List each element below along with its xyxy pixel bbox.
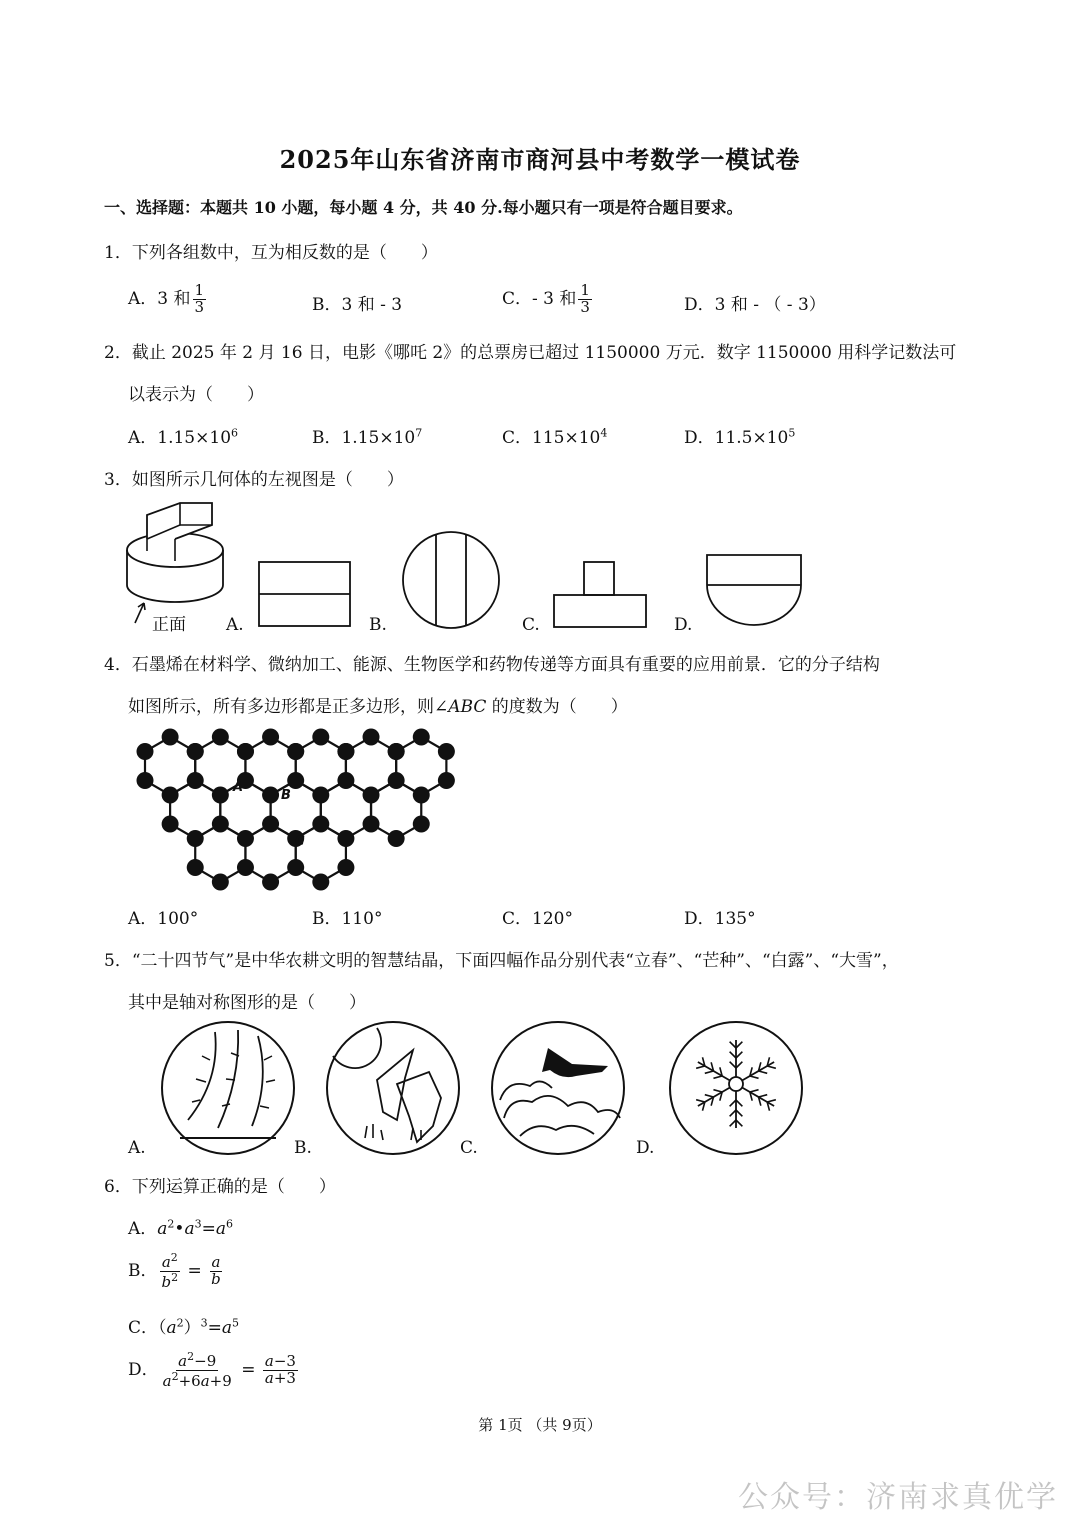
q1-option-d: D．3 和 - （ - 3） bbox=[684, 295, 826, 315]
q4-label-c: C bbox=[295, 834, 305, 849]
graphene-atom bbox=[337, 830, 354, 847]
graphene-atom bbox=[312, 816, 329, 833]
q5-option-b-figure bbox=[325, 1020, 463, 1158]
graphene-atom bbox=[438, 743, 455, 760]
question-2-stem: 2．截止 2025 年 2 月 16 日，电影《哪吒 2》的总票房已超过 1150000 万元．数字 1150000 用科学记数法可 bbox=[104, 343, 957, 363]
snowflake-center bbox=[729, 1077, 743, 1091]
snowflake-arm bbox=[696, 1057, 730, 1080]
graphene-atom bbox=[312, 729, 329, 746]
question-3-stem: 3．如图所示几何体的左视图是（ ） bbox=[104, 470, 404, 490]
graphene-atom bbox=[262, 787, 279, 804]
q2-option-b: B．$1.15\times 10^7$ bbox=[312, 426, 423, 448]
q2-option-c: C．$115\times 10^4$ bbox=[502, 426, 608, 448]
page-title: 2025年山东省济南市商河县中考数学一模试卷 bbox=[279, 145, 801, 174]
q4-option-b: B．110° bbox=[312, 909, 383, 929]
graphene-atom bbox=[187, 772, 204, 789]
q6-option-b: B． $\frac{a^2}{b^2}$ = $\frac{a}{b}$ bbox=[128, 1251, 221, 1291]
graphene-hexagon bbox=[170, 781, 220, 839]
question-2-stem-cont: 以表示为（ ） bbox=[128, 385, 264, 405]
graphene-atom bbox=[312, 787, 329, 804]
question-4-stem: 4．石墨烯在材料学、微纳加工、能源、生物医学和药物传递等方面具有重要的应用前景．它的分子结构 bbox=[104, 655, 880, 675]
graphene-atom bbox=[137, 743, 154, 760]
graphene-atom bbox=[287, 743, 304, 760]
q2-option-a: A．$1.15\times 10^6$ bbox=[128, 426, 239, 448]
q4-label-a: A bbox=[233, 780, 244, 795]
graphene-atom bbox=[237, 859, 254, 876]
graphene-atom bbox=[262, 874, 279, 891]
graphene-atom bbox=[413, 729, 430, 746]
q5-option-a: A. bbox=[128, 1138, 146, 1158]
q6-option-c: C．$(a^2)^3=a^5$ bbox=[128, 1316, 240, 1338]
q4-option-a: A．100° bbox=[128, 909, 199, 929]
q3-front-label: 正面 bbox=[152, 615, 186, 635]
graphene-atom bbox=[137, 772, 154, 789]
graphene-atom bbox=[312, 874, 329, 891]
graphene-atom bbox=[337, 743, 354, 760]
graphene-atom bbox=[363, 787, 380, 804]
q4-graphene-figure bbox=[125, 728, 340, 888]
question-5-stem-cont: 其中是轴对称图形的是（ ） bbox=[128, 993, 366, 1013]
graphene-atom bbox=[287, 772, 304, 789]
q5-option-c-figure bbox=[490, 1020, 628, 1158]
question-1-stem: 1．下列各组数中，互为相反数的是（ ） bbox=[104, 243, 438, 263]
graphene-atom bbox=[413, 787, 430, 804]
q3-option-b: B. bbox=[369, 615, 387, 635]
graphene-atom bbox=[363, 729, 380, 746]
q6-option-a: A．$a^2•a^3=a^6$ bbox=[128, 1217, 233, 1239]
q6-option-d: D． $\frac{a^2-9}{a^2+6a+9}$ = $\frac{a-3}{a+3}$ bbox=[128, 1350, 296, 1390]
graphene-atom bbox=[212, 787, 229, 804]
graphene-atom bbox=[413, 816, 430, 833]
question-6-stem: 6．下列运算正确的是（ ） bbox=[104, 1177, 336, 1197]
graphene-hexagon bbox=[245, 824, 295, 882]
graphene-atom bbox=[162, 729, 179, 746]
graphene-atom bbox=[287, 859, 304, 876]
graphene-atom bbox=[237, 830, 254, 847]
q3-option-c: C. bbox=[522, 615, 540, 635]
graphene-atom bbox=[388, 830, 405, 847]
q1-option-a: A．3 和 $\frac{1}{3}$ bbox=[128, 281, 205, 316]
graphene-atom bbox=[388, 743, 405, 760]
section-heading: 一、选择题：本题共 10 小题，每小题 4 分，共 40 分.每小题只有一项是符合题目要求。 bbox=[104, 198, 743, 217]
q5-option-b: B. bbox=[294, 1138, 312, 1158]
graphene-atom bbox=[337, 772, 354, 789]
graphene-atom bbox=[262, 816, 279, 833]
graphene-hexagon bbox=[245, 737, 295, 795]
snowflake-arm bbox=[730, 1040, 743, 1077]
q5-option-d-figure bbox=[668, 1020, 806, 1158]
page-footer: 第 1页 （共 9页） bbox=[478, 1416, 602, 1434]
graphene-hexagon bbox=[296, 824, 346, 882]
snowflake-arm bbox=[742, 1057, 776, 1080]
graphene-hexagon bbox=[321, 781, 371, 839]
q3-option-b-figure bbox=[400, 530, 504, 634]
question-5-stem: 5．“二十四节气”是中华农耕文明的智慧结晶，下面四幅作品分别代表“立春”、“芒种”、“白露”、“大雪”， bbox=[104, 951, 899, 971]
watermark: 公众号：济南求真优学 bbox=[738, 1480, 1058, 1515]
q3-option-d-figure bbox=[705, 553, 805, 633]
graphene-atom bbox=[187, 859, 204, 876]
q3-option-c-figure bbox=[552, 560, 652, 632]
graphene-atom bbox=[262, 729, 279, 746]
graphene-hexagon bbox=[145, 737, 195, 795]
graphene-atom bbox=[212, 816, 229, 833]
graphene-hexagon bbox=[371, 781, 421, 839]
q1-option-b: B．3 和 - 3 bbox=[312, 295, 403, 315]
q4-label-b: B bbox=[281, 788, 291, 803]
q5-option-d: D. bbox=[636, 1138, 655, 1158]
graphene-atom bbox=[388, 772, 405, 789]
graphene-atom bbox=[212, 874, 229, 891]
snowflake-arm bbox=[742, 1088, 776, 1111]
q5-option-c: C. bbox=[460, 1138, 478, 1158]
graphene-atom bbox=[187, 743, 204, 760]
graphene-atom bbox=[162, 816, 179, 833]
q4-option-c: C．120° bbox=[502, 909, 573, 929]
q5-option-a-figure bbox=[160, 1020, 298, 1158]
question-4-stem-cont: 如图所示，所有多边形都是正多边形，则∠ABC 的度数为（ ） bbox=[128, 697, 628, 717]
graphene-atom bbox=[162, 787, 179, 804]
graphene-atom bbox=[212, 729, 229, 746]
q3-option-a: A. bbox=[226, 615, 244, 635]
graphene-hexagon bbox=[271, 781, 321, 839]
q2-option-d: D．$11.5\times 10^5$ bbox=[684, 426, 796, 448]
graphene-hexagon bbox=[346, 737, 396, 795]
q1-option-c: C．- 3 和 $\frac{1}{3}$ bbox=[502, 281, 590, 316]
graphene-hexagon bbox=[195, 824, 245, 882]
q3-option-d: D. bbox=[674, 615, 693, 635]
graphene-hexagon bbox=[220, 781, 270, 839]
q4-option-d: D．135° bbox=[684, 909, 756, 929]
graphene-hexagon bbox=[296, 737, 346, 795]
snowflake-arm bbox=[696, 1088, 730, 1111]
graphene-atom bbox=[363, 816, 380, 833]
graphene-atom bbox=[438, 772, 455, 789]
graphene-atom bbox=[337, 859, 354, 876]
snowflake-arm bbox=[730, 1091, 743, 1128]
q3-option-a-figure bbox=[258, 560, 352, 630]
graphene-atom bbox=[187, 830, 204, 847]
graphene-atom bbox=[237, 743, 254, 760]
graphene-hexagon bbox=[396, 737, 446, 795]
